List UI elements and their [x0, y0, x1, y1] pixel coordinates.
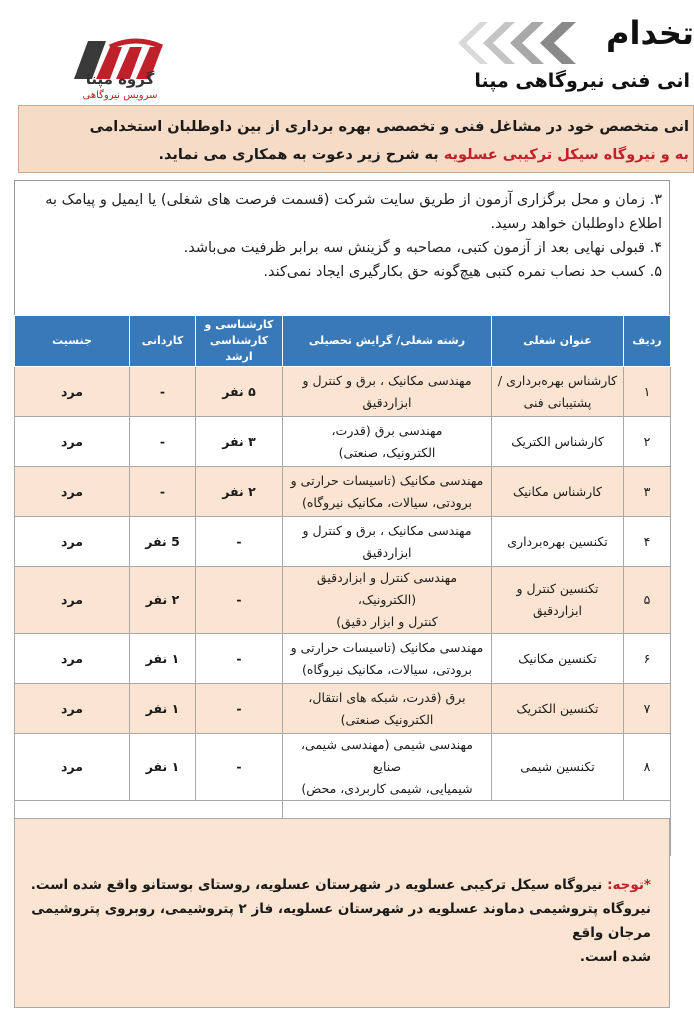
cell-job-title: کارشناس الکتریک — [492, 417, 624, 467]
notes-list — [16, 188, 662, 284]
table-row — [15, 417, 671, 467]
header-row-number: ردیف — [624, 316, 671, 367]
cell-field: مهندسی مکانیک ، برق و کنترل و ابزاردقیق — [283, 367, 492, 417]
intro-highlight: به و نیروگاه سیکل ترکیبی عسلویه — [443, 147, 689, 163]
cell-associate: ۱ نفر — [130, 634, 196, 684]
cell-row-number: ۳ — [624, 467, 671, 517]
note-3-line-1: ۳. زمان و محل برگزاری آزمون از طریق سایت شرکت (قسمت فرصت های شغلی) یا ایمیل و پیامک به — [45, 192, 662, 208]
table-row — [15, 467, 671, 517]
footnote-box — [14, 818, 670, 1008]
cell-job-title: تکنسین بهره‌برداری — [492, 517, 624, 567]
jobs-table — [14, 315, 671, 856]
header-field: رشته شغلی/ گرایش تحصیلی — [283, 316, 492, 367]
cell-bachelor: ۳ نفر — [196, 417, 283, 467]
cell-gender: مرد — [15, 417, 130, 467]
cell-associate: ۱ نفر — [130, 684, 196, 734]
page-subtitle: انی فنی نیروگاهی مپنا — [474, 70, 690, 92]
footnote-line-3: شده است. — [579, 949, 651, 965]
cell-field: مهندسی شیمی (مهندسی شیمی، صنایع شیمیایی، شیمی کاربردی، محض) — [283, 734, 492, 801]
footnote-line-2: نیروگاه پتروشیمی دماوند عسلویه در شهرستان عسلویه، فاز ۲ پتروشیمی، روبروی پتروشیمی مرجان واقع — [31, 901, 651, 941]
cell-bachelor: - — [196, 567, 283, 634]
cell-field: مهندسی برق (قدرت، الکترونیک، صنعتی) — [283, 417, 492, 467]
table-header-row — [15, 316, 671, 367]
cell-gender: مرد — [15, 734, 130, 801]
cell-gender: مرد — [15, 684, 130, 734]
table-row — [15, 517, 671, 567]
cell-job-title: تکنسین الکتریک — [492, 684, 624, 734]
cell-row-number: ۷ — [624, 684, 671, 734]
cell-row-number: ۴ — [624, 517, 671, 567]
cell-row-number: ۲ — [624, 417, 671, 467]
cell-row-number: ۶ — [624, 634, 671, 684]
cell-associate: - — [130, 467, 196, 517]
header-associate: کاردانی — [130, 316, 196, 367]
cell-bachelor: - — [196, 634, 283, 684]
cell-field: برق (قدرت، شبکه های انتقال، الکترونیک صنعتی) — [283, 684, 492, 734]
cell-gender: مرد — [15, 634, 130, 684]
table-row — [15, 567, 671, 634]
cell-gender: مرد — [15, 367, 130, 417]
cell-bachelor: - — [196, 517, 283, 567]
header-bachelor: کارشناسی و کارشناسی ارشد — [196, 316, 283, 367]
cell-associate: ۲ نفر — [130, 567, 196, 634]
cell-associate: 5 نفر — [130, 517, 196, 567]
cell-bachelor: - — [196, 684, 283, 734]
cell-bachelor: - — [196, 734, 283, 801]
note-3-line-2: اطلاع داوطلبان خواهد رسید. — [490, 216, 662, 232]
brand-subtitle: سرویس نیروگاهی — [82, 90, 158, 101]
cell-job-title: کارشناس بهره‌برداری / پشتیبانی فنی — [492, 367, 624, 417]
page-title: تخدام — [606, 14, 694, 52]
cell-job-title: تکنسین مکانیک — [492, 634, 624, 684]
cell-gender: مرد — [15, 567, 130, 634]
cell-job-title: تکنسین کنترل و ابزاردقیق — [492, 567, 624, 634]
cell-bachelor: ۵ نفر — [196, 367, 283, 417]
cell-field: مهندسی کنترل و ابزاردقیق (الکترونیک، کنترل و ابزار دقیق) — [283, 567, 492, 634]
cell-row-number: ۸ — [624, 734, 671, 801]
cell-associate: - — [130, 367, 196, 417]
intro-line-2 — [19, 141, 689, 169]
table-row — [15, 634, 671, 684]
table-row — [15, 684, 671, 734]
chevron-decoration-icon — [450, 20, 580, 66]
footnote-star: *توجه: — [607, 877, 651, 893]
intro-line-2-rest: به شرح زیر دعوت به همکاری می نماید. — [158, 147, 444, 163]
cell-associate: ۱ نفر — [130, 734, 196, 801]
intro-banner — [18, 105, 694, 173]
cell-field: مهندسی مکانیک (تاسیسات حرارتی و برودتی، سیالات، مکانیک نیروگاه) — [283, 467, 492, 517]
cell-row-number: ۵ — [624, 567, 671, 634]
brand-name: گروه مپنا — [85, 70, 155, 88]
header-gender: جنسیت — [15, 316, 130, 367]
note-5: ۵. کسب حد نصاب نمره کتبی هیچ‌گونه حق بکارگیری ایجاد نمی‌کند. — [263, 264, 662, 280]
note-4: ۴. قبولی نهایی بعد از آزمون کتبی، مصاحبه و گزینش سه برابر ظرفیت می‌باشد. — [183, 240, 662, 256]
cell-bachelor: ۲ نفر — [196, 467, 283, 517]
cell-row-number: ۱ — [624, 367, 671, 417]
table-row — [15, 367, 671, 417]
intro-line-1: انی متخصص خود در مشاغل فنی و تخصصی بهره برداری از بین داوطلبان استخدامی — [89, 119, 689, 135]
cell-gender: مرد — [15, 517, 130, 567]
table-row — [15, 734, 671, 801]
cell-field: مهندسی مکانیک ، برق و کنترل و ابزاردقیق — [283, 517, 492, 567]
cell-gender: مرد — [15, 467, 130, 517]
cell-job-title: تکنسین شیمی — [492, 734, 624, 801]
header-job-title: عنوان شغلی — [492, 316, 624, 367]
cell-field: مهندسی مکانیک (تاسیسات حرارتی و برودتی، سیالات، مکانیک نیروگاه) — [283, 634, 492, 684]
cell-associate: - — [130, 417, 196, 467]
cell-job-title: کارشناس مکانیک — [492, 467, 624, 517]
footnote-line-1: *توجه: نیروگاه سیکل ترکیبی عسلویه در شهرستان عسلویه، روستای بوستانو واقع شده است. — [30, 877, 651, 893]
